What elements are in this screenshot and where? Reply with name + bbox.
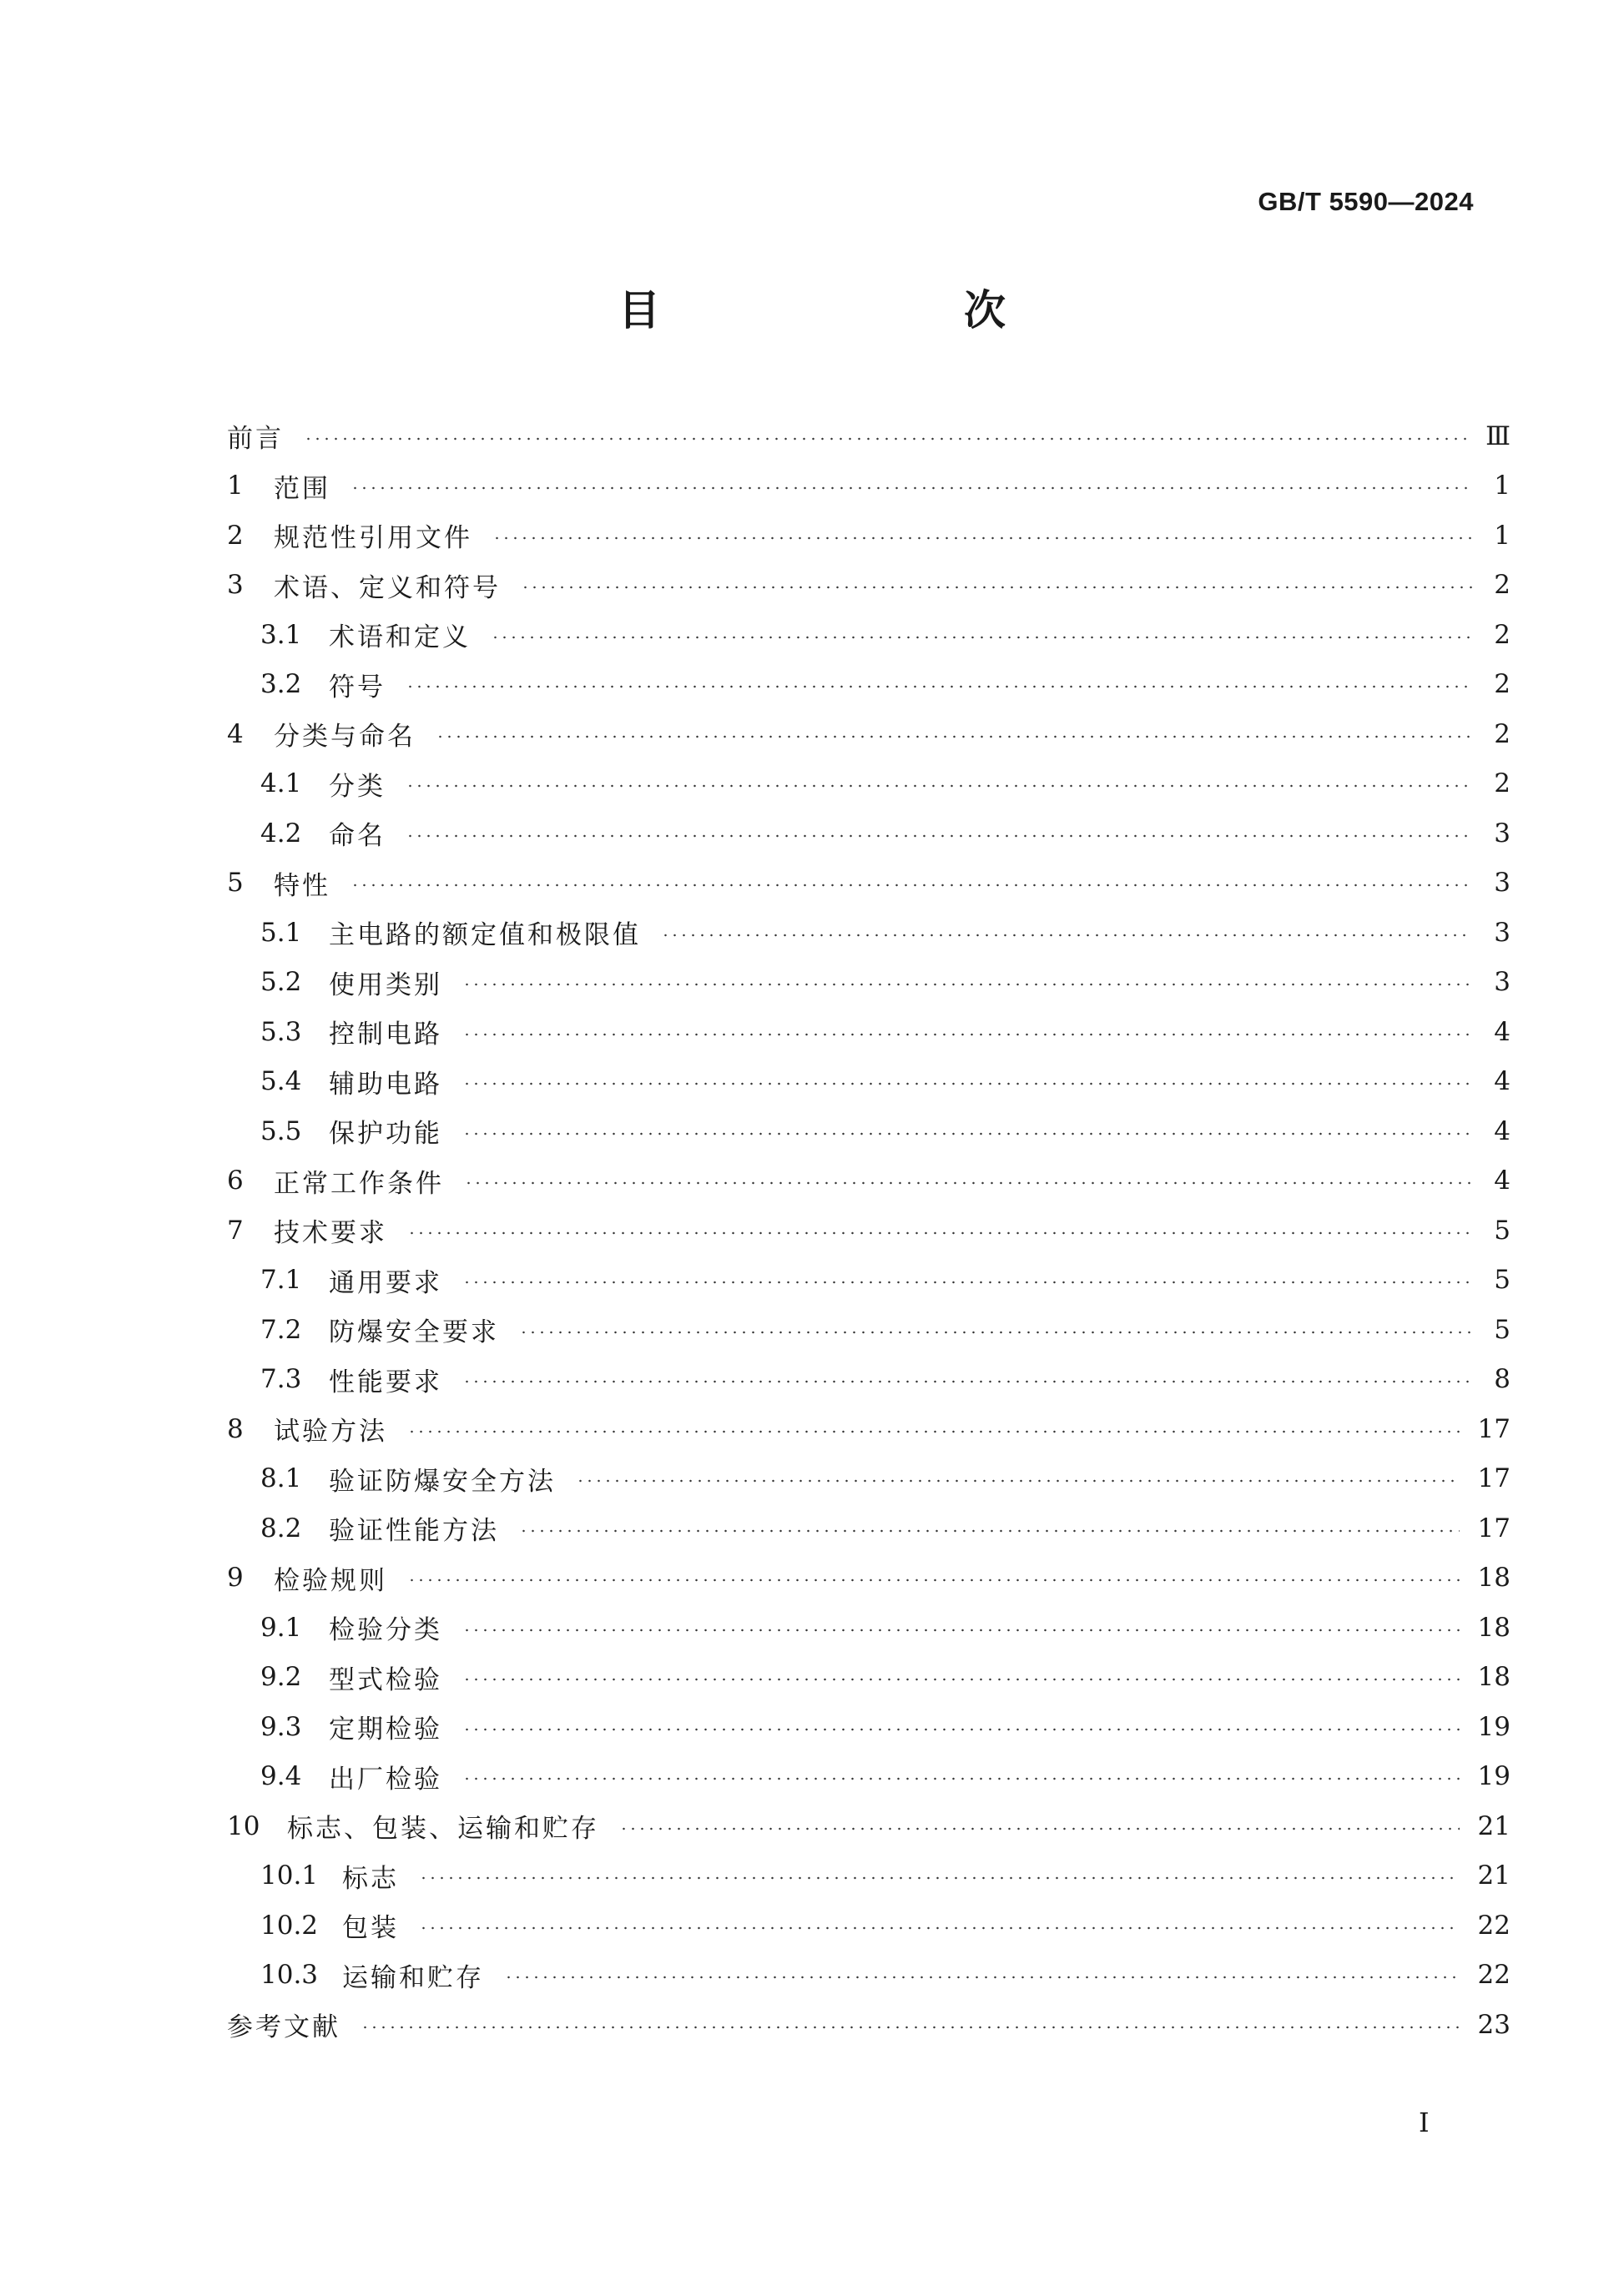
- toc-entry-number: 3.2: [260, 669, 302, 700]
- toc-entry[interactable]: [227, 1801, 1511, 1851]
- toc-entry-title: 验证防爆安全方法: [329, 1466, 556, 1497]
- toc-entry-page: 21: [1477, 1860, 1511, 1891]
- toc-entry[interactable]: [227, 1256, 1511, 1306]
- toc-entry[interactable]: [227, 1553, 1511, 1604]
- dot-leader: [462, 1728, 1460, 1731]
- toc-entry-page: 17: [1477, 1513, 1511, 1543]
- dot-leader: [462, 1132, 1472, 1135]
- dot-leader: [304, 437, 1467, 441]
- toc-entry-page: 5: [1494, 1265, 1511, 1296]
- toc-entry[interactable]: [227, 808, 1511, 858]
- toc-entry-page: 3: [1494, 967, 1511, 998]
- toc-entry-page: 4: [1494, 1066, 1511, 1097]
- toc-entry-number: 9.3: [260, 1711, 302, 1742]
- toc-entry-title: 使用类别: [329, 969, 442, 1000]
- dot-leader: [491, 636, 1472, 639]
- dot-leader: [519, 1331, 1472, 1334]
- toc-entry-title: 技术要求: [274, 1218, 387, 1249]
- page-number: Ⅰ: [1419, 2107, 1430, 2138]
- toc-entry-number: 5.3: [260, 1016, 302, 1047]
- toc-entry-number: 10: [227, 1810, 260, 1841]
- toc-entry-title: 命名: [329, 821, 386, 852]
- toc-entry-page: 17: [1477, 1413, 1511, 1444]
- page-title: 目 次: [618, 286, 1079, 335]
- toc-entry-title: 规范性引用文件: [274, 523, 472, 554]
- toc-entry-number: 4.2: [260, 818, 302, 848]
- toc-entry-title: 术语和定义: [329, 622, 471, 653]
- dot-leader: [361, 2026, 1460, 2029]
- dot-leader: [407, 1578, 1460, 1582]
- toc-entry-number: 8: [227, 1413, 244, 1444]
- toc-entry-title: 分类与命名: [274, 722, 416, 753]
- toc-entry[interactable]: [227, 561, 1511, 611]
- dot-leader: [407, 1231, 1472, 1235]
- toc-entry-page: 4: [1494, 1115, 1511, 1146]
- toc-entry-title: 主电路的额定值和极限值: [329, 920, 641, 951]
- toc-entry-page: 22: [1477, 1910, 1511, 1941]
- toc-entry[interactable]: [227, 1901, 1511, 1951]
- toc-entry-page: 18: [1477, 1563, 1511, 1594]
- dot-leader: [462, 1033, 1472, 1036]
- toc-entry-number: 6: [227, 1166, 244, 1196]
- standard-code: GB/T 5590—2024: [1258, 187, 1474, 216]
- toc-entry-number: 4: [227, 718, 244, 749]
- toc-entry-number: 7.2: [260, 1314, 302, 1345]
- toc-entry-number: 4.1: [260, 768, 302, 799]
- toc-entry-title: 型式检验: [329, 1664, 442, 1695]
- toc-entry-number: 9.2: [260, 1662, 302, 1693]
- dot-leader: [351, 486, 1472, 490]
- toc-entry-title: 辅助电路: [329, 1069, 442, 1100]
- toc-entry-title: 定期检验: [329, 1714, 442, 1745]
- toc-entry-title: 保护功能: [329, 1119, 442, 1150]
- dot-leader: [661, 934, 1472, 937]
- toc-entry-page: 18: [1477, 1662, 1511, 1693]
- toc-entry-page: 19: [1477, 1761, 1511, 1792]
- toc-entry-page: 2: [1494, 619, 1511, 650]
- toc-entry-number: 1: [227, 471, 244, 501]
- toc-entry-title: 防爆安全要求: [329, 1317, 499, 1348]
- toc-entry-number: 8.1: [260, 1463, 302, 1494]
- toc-entry-title: 特性: [274, 870, 330, 901]
- dot-leader: [406, 784, 1472, 788]
- dot-leader: [576, 1479, 1460, 1483]
- toc-entry-title: 性能要求: [329, 1367, 442, 1397]
- toc-entry[interactable]: [227, 1851, 1511, 1901]
- toc-entry[interactable]: [227, 759, 1511, 809]
- toc-entry[interactable]: [227, 1702, 1511, 1752]
- toc-entry-page: 4: [1494, 1166, 1511, 1196]
- dot-leader: [419, 1876, 1460, 1880]
- dot-leader: [462, 1082, 1472, 1085]
- toc-entry-title: 检验规则: [274, 1565, 387, 1596]
- toc-entry[interactable]: [227, 1057, 1511, 1107]
- toc-entry[interactable]: [227, 1454, 1511, 1504]
- toc-entry[interactable]: [227, 1603, 1511, 1653]
- dot-leader: [351, 884, 1472, 887]
- toc-entry[interactable]: [227, 1653, 1511, 1703]
- toc-entry-number: 7: [227, 1215, 244, 1246]
- toc-entry-number: 7.1: [260, 1265, 302, 1296]
- dot-leader: [519, 1529, 1460, 1533]
- toc-entry[interactable]: [227, 511, 1511, 561]
- toc-entry[interactable]: [227, 1355, 1511, 1405]
- toc-entry-page: 17: [1477, 1463, 1511, 1494]
- toc-entry-number: 10.1: [260, 1860, 319, 1891]
- toc-entry-number: 5.4: [260, 1066, 302, 1097]
- toc-entry[interactable]: [227, 660, 1511, 710]
- toc-entry-number: 5: [227, 868, 244, 899]
- toc-entry-number: 9.1: [260, 1612, 302, 1643]
- toc-entry-page: 23: [1477, 2009, 1511, 2040]
- dot-leader: [492, 536, 1472, 540]
- dot-leader: [504, 1976, 1460, 1979]
- toc-entry-page: 1: [1494, 520, 1511, 551]
- toc-entry[interactable]: [227, 1305, 1511, 1355]
- toc-entry[interactable]: [227, 610, 1511, 660]
- toc-entry-number: 2: [227, 520, 244, 551]
- dot-leader: [462, 1678, 1460, 1681]
- dot-leader: [419, 1926, 1460, 1930]
- dot-leader: [462, 1380, 1472, 1383]
- dot-leader: [462, 983, 1472, 986]
- toc-entry-page: 2: [1494, 718, 1511, 749]
- toc-entry-page: 5: [1494, 1314, 1511, 1345]
- toc-entry-number: 9: [227, 1563, 244, 1594]
- toc-entry-number: 5.5: [260, 1115, 302, 1146]
- toc-entry-title: 前言: [227, 424, 284, 455]
- toc-entry-page: 2: [1494, 768, 1511, 799]
- toc-entry[interactable]: [227, 908, 1511, 958]
- toc-entry-number: 7.3: [260, 1364, 302, 1395]
- toc-entry-page: 3: [1494, 868, 1511, 899]
- toc-entry-page: 3: [1494, 818, 1511, 848]
- toc-entry-number: 3: [227, 570, 244, 601]
- toc-entry[interactable]: [227, 1951, 1511, 2001]
- toc-entry[interactable]: [227, 1404, 1511, 1454]
- dot-leader: [436, 735, 1472, 738]
- toc-entry-title: 出厂检验: [329, 1764, 442, 1795]
- toc-entry[interactable]: [227, 1106, 1511, 1156]
- dot-leader: [464, 1181, 1472, 1185]
- table-of-contents: [227, 411, 1511, 2050]
- toc-entry-title: 分类: [329, 771, 386, 802]
- toc-entry-title: 试验方法: [274, 1417, 387, 1448]
- toc-entry[interactable]: [227, 461, 1511, 511]
- toc-entry[interactable]: [227, 1752, 1511, 1802]
- toc-entry-title: 参考文献: [227, 2012, 340, 2043]
- toc-entry-number: 10.2: [260, 1910, 319, 1941]
- toc-entry-title: 标志: [342, 1863, 399, 1894]
- dot-leader: [406, 834, 1472, 838]
- toc-entry-page: 8: [1494, 1364, 1511, 1395]
- toc-entry-page: 1: [1494, 471, 1511, 501]
- toc-entry[interactable]: [227, 1503, 1511, 1553]
- toc-entry-title: 运输和贮存: [342, 1962, 484, 1993]
- toc-entry-page: 5: [1494, 1215, 1511, 1246]
- toc-entry-page: 19: [1477, 1711, 1511, 1742]
- toc-entry[interactable]: [227, 2000, 1511, 2050]
- toc-entry-number: 9.4: [260, 1761, 302, 1792]
- toc-entry-number: 5.2: [260, 967, 302, 998]
- toc-entry-title: 符号: [329, 672, 386, 702]
- toc-entry-page: 21: [1477, 1810, 1511, 1841]
- dot-leader: [462, 1777, 1460, 1780]
- toc-entry-page: 22: [1477, 1960, 1511, 1991]
- dot-leader: [619, 1827, 1460, 1830]
- toc-entry-page: 2: [1494, 570, 1511, 601]
- toc-entry-page: 3: [1494, 917, 1511, 948]
- toc-entry-number: 8.2: [260, 1513, 302, 1543]
- toc-entry-number: 10.3: [260, 1960, 319, 1991]
- toc-entry-title: 正常工作条件: [274, 1168, 444, 1199]
- toc-entry-number: 5.1: [260, 917, 302, 948]
- toc-entry-title: 包装: [342, 1913, 399, 1944]
- toc-entry[interactable]: [227, 858, 1511, 909]
- toc-entry[interactable]: [227, 1007, 1511, 1057]
- toc-entry-title: 标志、包装、运输和贮存: [287, 1814, 599, 1845]
- toc-entry[interactable]: [227, 1156, 1511, 1206]
- toc-entry-title: 术语、定义和符号: [274, 572, 501, 603]
- dot-leader: [462, 1281, 1472, 1284]
- toc-entry-page: Ⅲ: [1485, 420, 1511, 451]
- toc-entry-title: 范围: [274, 473, 330, 504]
- toc-entry[interactable]: [227, 411, 1511, 461]
- dot-leader: [462, 1629, 1460, 1632]
- toc-entry-page: 4: [1494, 1016, 1511, 1047]
- toc-entry[interactable]: [227, 709, 1511, 759]
- toc-entry-number: 3.1: [260, 619, 302, 650]
- toc-entry-title: 验证性能方法: [329, 1516, 499, 1547]
- toc-entry-page: 18: [1477, 1612, 1511, 1643]
- toc-entry[interactable]: [227, 1206, 1511, 1256]
- toc-entry-title: 控制电路: [329, 1020, 442, 1050]
- dot-leader: [406, 685, 1472, 688]
- toc-entry[interactable]: [227, 958, 1511, 1008]
- dot-leader: [407, 1430, 1460, 1433]
- toc-entry-title: 通用要求: [329, 1267, 442, 1298]
- dot-leader: [521, 586, 1472, 589]
- toc-entry-title: 检验分类: [329, 1615, 442, 1646]
- toc-entry-page: 2: [1494, 669, 1511, 700]
